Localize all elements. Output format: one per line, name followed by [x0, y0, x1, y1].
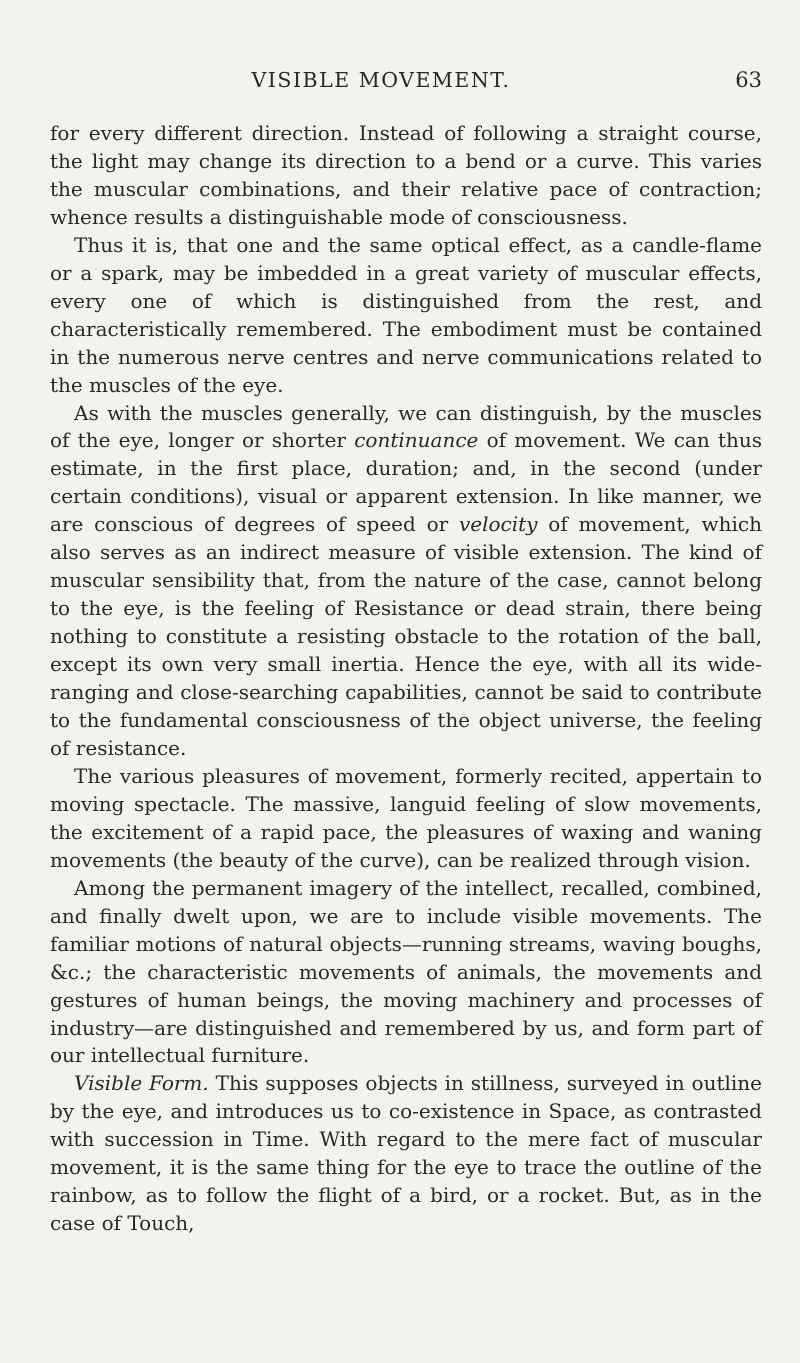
paragraph-text: This supposes objects in stillness, surveyed in outline by the eye, and introduces us to co-existence in Space, as contrasted with succession in Time. With regard to the mere fact of muscular movement, it is the same thing for the eye to trace the outline of the rainbow, as to follow the flight of a bird, or a rocket. But, as in the case of Touch, — [50, 1071, 763, 1236]
page-number: 63 — [735, 68, 762, 92]
italic-term-continuance: continuance — [354, 428, 479, 453]
paragraph-continuance-velocity — [50, 400, 762, 763]
paragraph-continuation: for every different direction. Instead of following a straight course, the light may change its direction to a bend or a curve. This varies the muscular combinations, and their relative pace of contraction; whence results a distinguishable mode of consciousness. — [50, 121, 762, 229]
running-head — [0, 68, 762, 98]
paragraph-visible-form — [50, 1070, 762, 1238]
running-title: VISIBLE MOVEMENT. — [251, 68, 511, 92]
body-text — [50, 120, 762, 1238]
paragraph-text: As with the muscles generally, we can distinguish, by the muscles of the eye, longer or shorter — [50, 400, 762, 453]
paragraph-optical-effect: Thus it is, that one and the same optical effect, as a candle-flame or a spark, may be imbedded in a great variety of muscular effects, every one of which is distinguished from the rest, and characteristically remembered. The embodiment must be contained in the numerous nerve centres and nerve communications related to the muscles of the eye. — [50, 232, 762, 397]
paragraph-text: of movement. We can thus estimate, in the first place, duration; and, in the second (under certain conditions), visual or apparent extension. In like manner, we are conscious of degrees of speed or — [50, 428, 763, 537]
italic-term-velocity: velocity — [458, 512, 538, 537]
paragraph-pleasures-of-movement: The various pleasures of movement, formerly recited, appertain to moving spectacle. The massive, languid feeling of slow movements, the excitement of a rapid pace, the pleasures of waxing and waning movements (the beauty of the curve), can be realized through vision. — [50, 763, 762, 872]
paragraph-permanent-imagery: Among the permanent imagery of the intellect, recalled, combined, and finally dwelt upon, we are to include visible movements. The familiar motions of natural objects—running streams, waving boughs, &c.; the characteristic movements of animals, the movements and gestures of human beings, the moving machinery and processes of industry—are distinguished and remembered by us, and form part of our intellectual furniture. — [50, 875, 762, 1068]
section-heading-visible-form: Visible Form. — [74, 1071, 209, 1096]
paragraph-text: of movement, which also serves as an indirect measure of visible extension. The kind of muscular sensibility that, from the nature of the case, cannot belong to the eye, is the feeling of Resistance or dead strain, there being nothing to constitute a resisting obstacle to the rotation of the ball, except its own very small inertia. Hence the eye, with all its wide-ranging and close-searching capabilities, cannot be said to contribute to the fundamental consciousness of the object universe, the feeling of resistance. — [50, 512, 762, 760]
